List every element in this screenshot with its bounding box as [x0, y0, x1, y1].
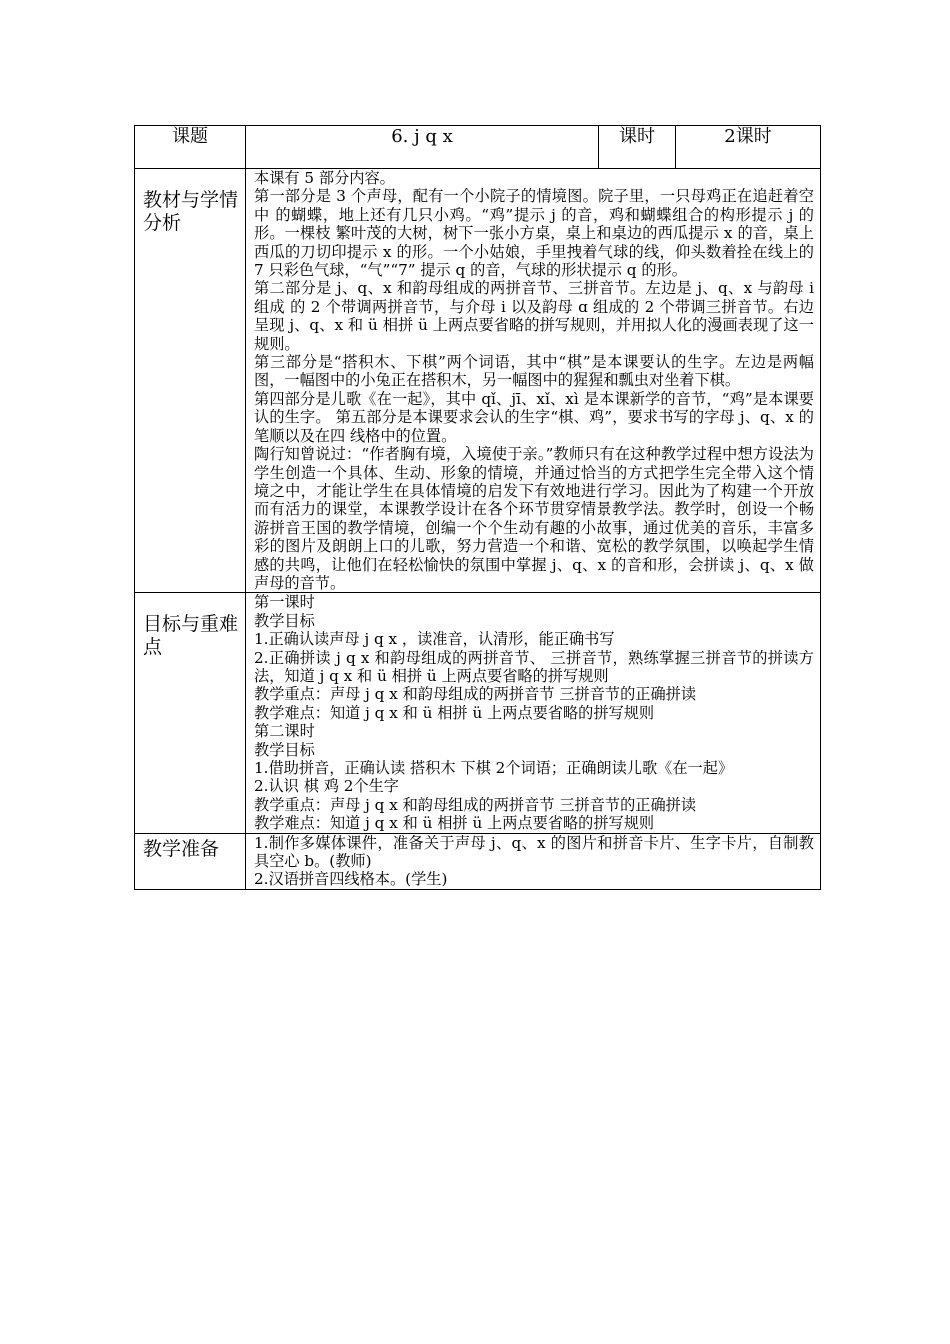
- hours-value: 2课时: [676, 126, 821, 169]
- goals-content: [246, 593, 821, 833]
- hours-label: 课时: [599, 126, 676, 169]
- analysis-content: [246, 169, 821, 593]
- goals-line: 2.认识 棋 鸡 2个生字: [254, 777, 399, 796]
- goals-line: 教学目标: [254, 611, 315, 630]
- prep-label: 教学准备: [135, 833, 246, 889]
- goals-line: 第一课时: [254, 593, 315, 612]
- lesson-plan-table: [134, 125, 821, 890]
- prep-line: 1.制作多媒体课件，准备关于声母 j、q、x 的图片和拼音卡片、生字卡片，自制教具空心 b。(教师): [254, 833, 814, 871]
- analysis-paragraph: 陶行知曾说过：“作者胸有境，入境使于亲。”教师只有在这种教学过程中想方设法为学生创造一个具体、生动、形象的情境，并通过恰当的方式把学生完全带入这个情境之中，才能让学生在具体情境的启发下有效地进行学习。因此为了构建一个开放而有活力的课堂，本课教学设计在各个环节贯穿情景教学法。教学时，创设一个畅游拼音王国的教学情境，创编一个个生动有趣的小故事，通过优美的音乐，丰富多彩的图片及朗朗上口的儿歌，努力营造一个和谐、宽松的教学氛围，以唤起学生情感的共鸣，让他们在轻松愉快的氛围中掌握 j、q、x 的音和形，会拼读 j、q、x 做声母的音节。: [254, 445, 814, 592]
- analysis-paragraph: 第一部分是 3 个声母，配有一个小院子的情境图。院子里，一只母鸡正在追赶着空中 的蝴蝶，地上还有几只小鸡。“鸡”提示 j 的音，鸡和蝴蝶组合的构形提示 j 的形。一棵枝 繁叶茂的大树，树下一张小方桌，桌上和桌边的西瓜提示 x 的音，桌上西瓜的刀切印提示 x 的形。一个小姑娘，手里拽着气球的线，仰头数着拴在线上的 7 只彩色气球，“气”“7” 提示 q 的音，气球的形状提示 q 的形。: [254, 187, 814, 280]
- goals-line: 教学目标: [254, 740, 315, 759]
- goals-label: 目标与重难点: [135, 593, 246, 833]
- analysis-paragraph: 第二部分是 j、q、x 和韵母组成的两拼音节、三拼音节。左边是 j、q、x 与韵母 i 组成 的 2 个带调两拼音节，与介母 i 以及韵母 ɑ 组成的 2 个带调三拼音节。右边呈现 j、q、x 和 ü 相拼 ü 上两点要省略的拼写规则，并用拟人化的漫画表现了这一规则。: [254, 279, 814, 353]
- goals-line: 教学重点：声母 j q x 和韵母组成的两拼音节 三拼音节的正确拼读: [254, 795, 697, 814]
- analysis-paragraph: 第四部分是儿歌《在一起》，其中 qǐ、jī、xǐ、xì 是本课新学的音节，“鸡”是本课要 认的生字。 第五部分是本课要求会认的生字“棋、鸡”，要求书写的字母 j、q、x 的笔顺以及在四 线格中的位置。: [254, 389, 814, 445]
- goals-line: 教学难点：知道 j q x 和 ü 相拼 ü 上两点要省略的拼写规则: [254, 703, 655, 722]
- topic-value: 6. j q x: [246, 126, 599, 169]
- prep-content: [246, 833, 821, 889]
- goals-line: 教学难点：知道 j q x 和 ü 相拼 ü 上两点要省略的拼写规则: [254, 814, 655, 833]
- goals-line: 1.正确认读声母 j q x ，读准音，认清形，能正确书写: [254, 630, 615, 649]
- header-row: [135, 126, 821, 169]
- goals-line: 2.正确拼读 j q x 和韵母组成的两拼音节、 三拼音节，熟练掌握三拼音节的拼读方法，知道 j q x 和 ü 相拼 ü 上两点要省略的拼写规则: [254, 648, 814, 685]
- topic-label: 课题: [135, 126, 246, 169]
- analysis-paragraph: 本课有 5 部分内容。: [254, 169, 395, 187]
- goals-line: 第二课时: [254, 722, 315, 741]
- analysis-paragraph: 第三部分是“搭积木、下棋”两个词语，其中“棋”是本课要认的生字。左边是两幅 图，一幅图中的小兔正在搭积木，另一幅图中的猩猩和瓢虫对坐着下棋。: [254, 353, 814, 390]
- goals-line: 1.借助拼音，正确认读 搭积木 下棋 2个词语；正确朗读儿歌《在一起》: [254, 759, 734, 777]
- analysis-label: 教材与学情分析: [135, 169, 246, 593]
- prep-line: 2.汉语拼音四线格本。(学生): [254, 870, 448, 889]
- goals-line: 教学重点：声母 j q x 和韵母组成的两拼音节 三拼音节的正确拼读: [254, 685, 697, 704]
- goals-row: [135, 593, 821, 833]
- prep-row: [135, 833, 821, 889]
- analysis-row: [135, 169, 821, 593]
